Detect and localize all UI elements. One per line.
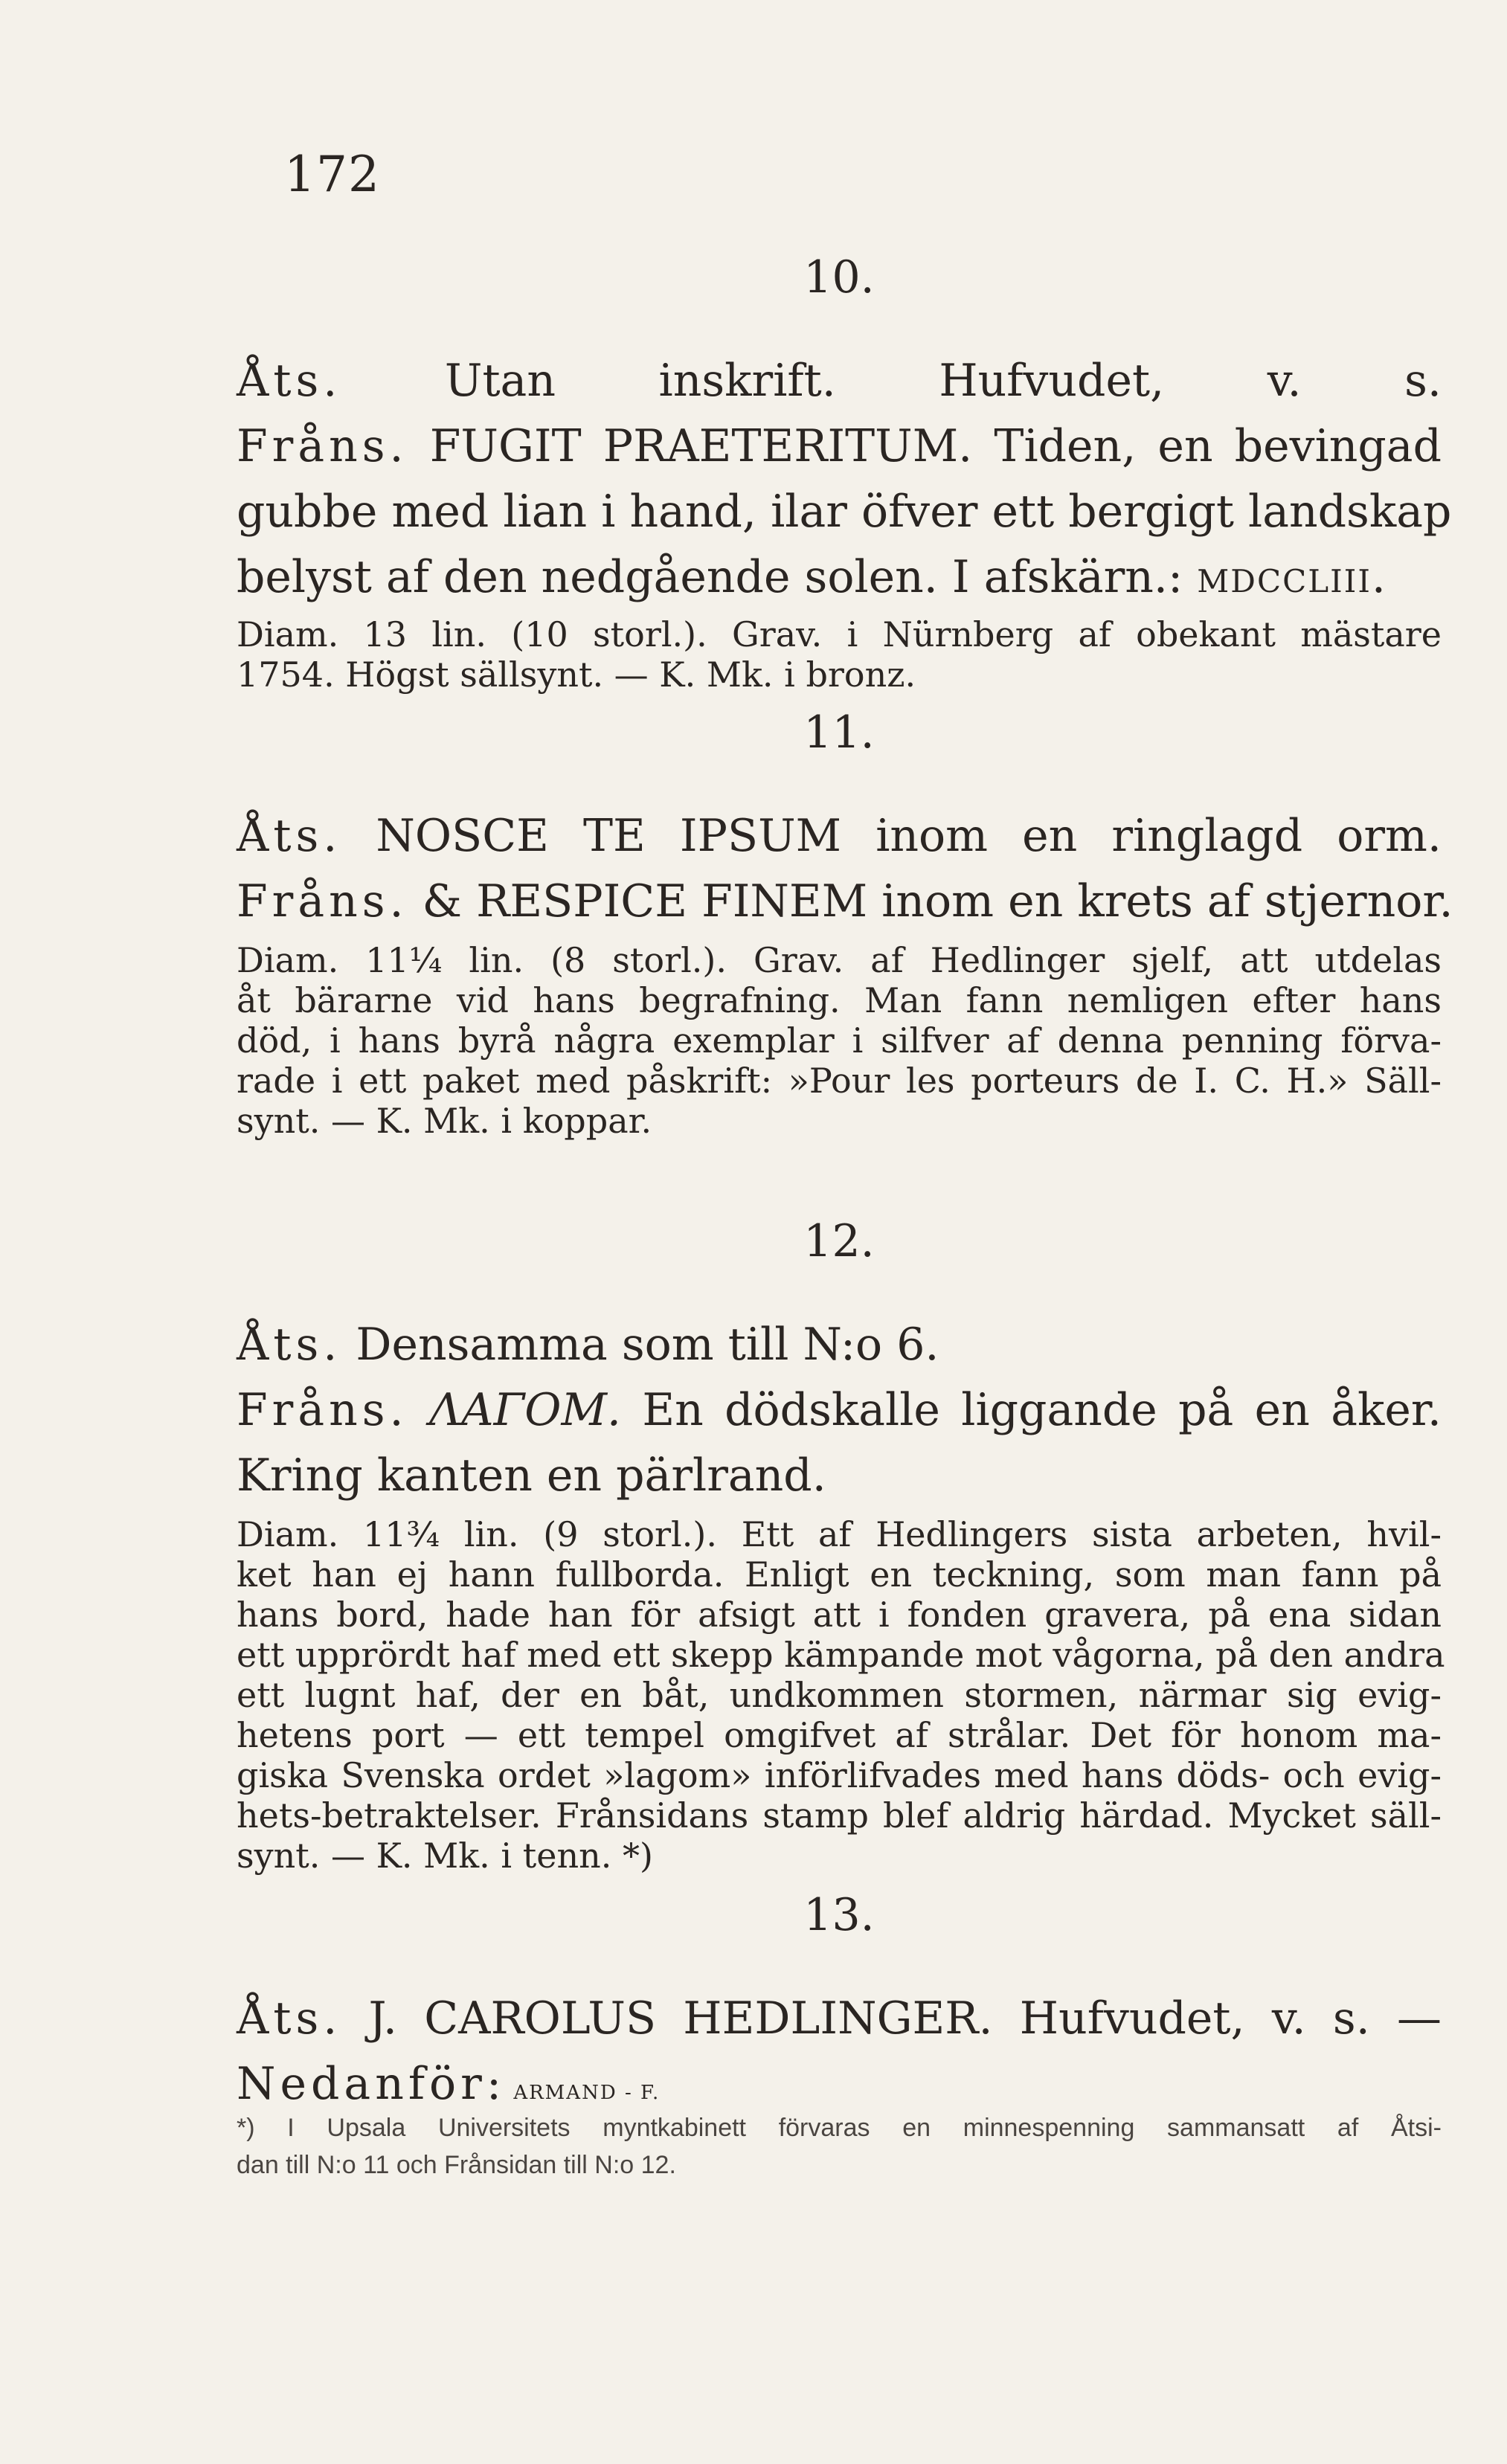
note-line: åt bärarne vid hans begrafning. Man fann nemligen efter hans: [237, 980, 1442, 1020]
note-line: ett lugnt haf, der en båt, undkommen stormen, närmar sig evig-: [237, 1675, 1442, 1715]
entry-number: 10.: [803, 251, 875, 303]
footnote-line: dan till N:o 11 och Frånsidan till N:o 12.: [237, 2151, 676, 2179]
note-line: Diam. 11¼ lin. (8 storl.). Grav. af Hedlinger sjelf, att utdelas: [237, 940, 1442, 980]
description-line: Kring kanten en pärlrand.: [237, 1450, 826, 1502]
nedanfor-line: Nedanför: ARMAND - F.: [237, 2058, 661, 2110]
footnote-line: *) I Upsala Universitets myntkabinett förvaras en minnespenning sammansatt af Åtsi-: [237, 2114, 1442, 2142]
note-line: rade i ett paket med påskrift: »Pour les porteurs de I. C. H.» Säll-: [237, 1061, 1442, 1101]
note-line: Diam. 13 lin. (10 storl.). Grav. i Nürnberg af obekant mästare: [237, 614, 1442, 654]
ats-line: Åts. NOSCE TE IPSUM inom en ringlagd orm.: [237, 810, 1442, 862]
description-line: gubbe med lian i hand, ilar öfver ett bergigt landskap: [237, 486, 1452, 538]
note-line: hets-betraktelser. Frånsidans stamp blef aldrig härdad. Mycket säll-: [237, 1795, 1442, 1836]
note-line: hetens port — ett tempel omgifvet af strålar. Det för honom ma-: [237, 1715, 1442, 1755]
ats-line: Åts. J. CAROLUS HEDLINGER. Hufvudet, v. s. —: [237, 1992, 1442, 2045]
note-line: synt. — K. Mk. i koppar.: [237, 1101, 652, 1141]
note-line: Diam. 11¾ lin. (9 storl.). Ett af Hedlingers sista arbeten, hvil-: [237, 1514, 1442, 1554]
description-line: belyst af den nedgående solen. I afskärn.: mdccliii.: [237, 551, 1387, 603]
footnote: [237, 2109, 1442, 2184]
frans-line: Fråns. & RESPICE FINEM inom en krets af stjernor.: [237, 875, 1453, 927]
note-line: död, i hans byrå några exemplar i silfver af denna penning förva-: [237, 1020, 1442, 1061]
entry-10: [237, 251, 1452, 695]
page-number: 172: [284, 146, 380, 203]
note-line: synt. — K. Mk. i tenn. *): [237, 1836, 653, 1876]
note-line: giska Svenska ordet »lagom» införlifvades med hans döds- och evig-: [237, 1755, 1442, 1795]
frans-line: Fråns. ΛΑΓΟΜ. En dödskalle liggande på en åker.: [237, 1384, 1442, 1436]
ats-line: Åts. Utan inskrift. Hufvudet, v. s.: [237, 355, 1442, 407]
note-line: ett upprördt haf med ett skepp kämpande mot vågorna, på den andra: [237, 1635, 1445, 1675]
note-line: 1754. Högst sällsynt. — K. Mk. i bronz.: [237, 654, 916, 695]
frans-line: Fråns. FUGIT PRAETERITUM. Tiden, en bevingad: [237, 420, 1442, 472]
note-line: hans bord, hade han för afsigt att i fonden gravera, på ena sidan: [237, 1595, 1442, 1635]
ats-line: Åts. Densamma som till N:o 6.: [237, 1319, 939, 1371]
entry-12: [237, 1215, 1445, 1876]
entry-number: 13.: [803, 1889, 875, 1941]
entry-11: [237, 707, 1453, 1141]
entry-number: 12.: [803, 1215, 875, 1267]
entry-number: 11.: [803, 707, 875, 759]
entry-13: [237, 1889, 1442, 2126]
note-line: ket han ej hann fullborda. Enligt en teckning, som man fann på: [237, 1554, 1442, 1595]
